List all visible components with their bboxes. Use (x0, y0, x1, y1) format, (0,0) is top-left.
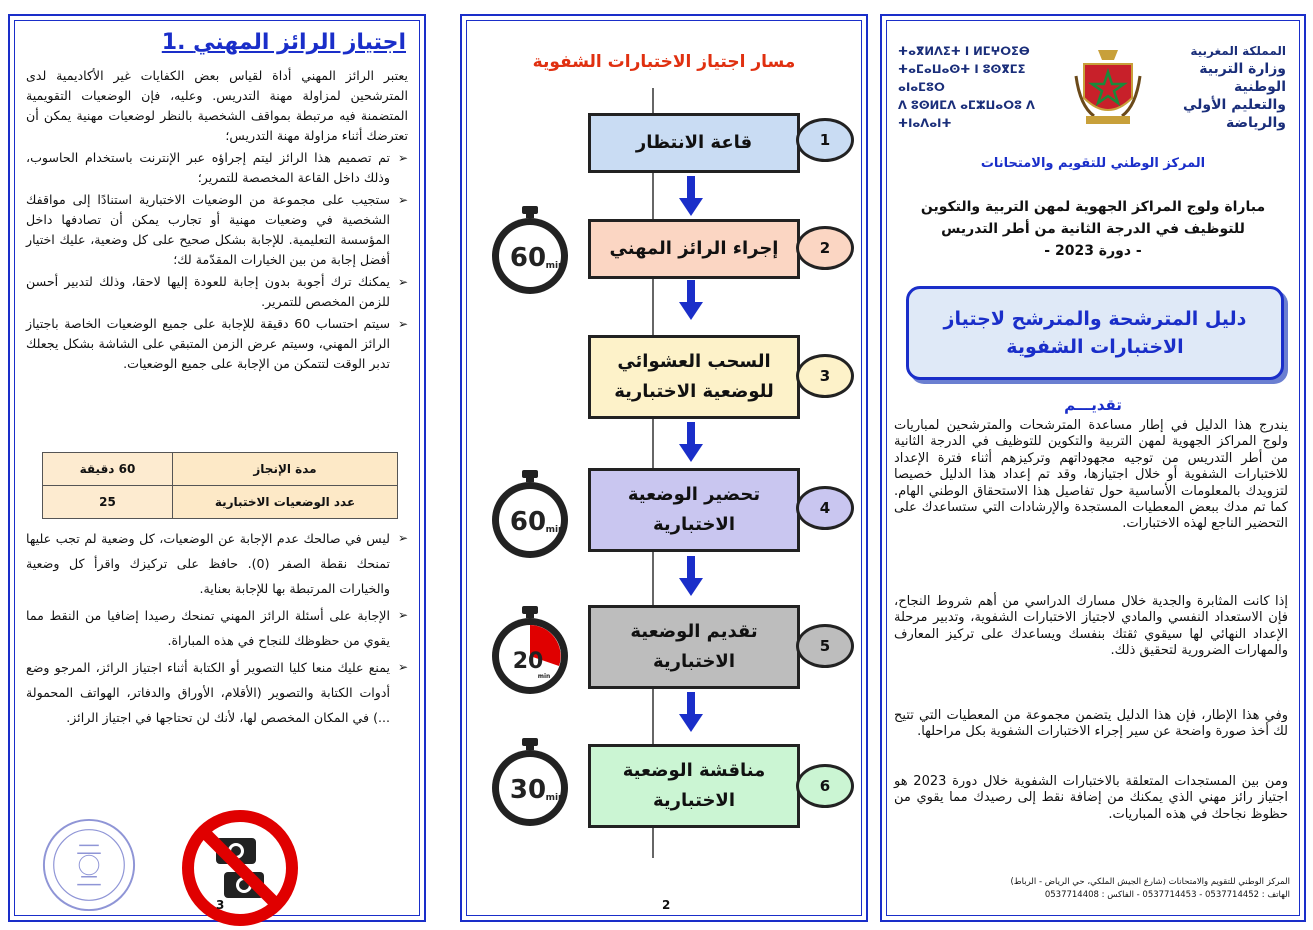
table-label: عدد الوضعيات الاختبارية (173, 486, 398, 519)
stopwatch-20-icon (484, 604, 576, 696)
intro-paragraph: ومن بين المستجدات المتعلقة بالاختبارات الشفوية خلال دورة 2023 هو اجتياز رائز مهني الذي يمكنك من إضافة نقط إلى رصيدك مما يقوي من حظوظ نجاحك في هذه المباريات. (894, 774, 1288, 822)
page-number: 3 (216, 898, 225, 912)
rules-section (26, 526, 408, 732)
intro-text: يعتبر الرائز المهني أداة لقياس بعض الكفايات غير الأكاديمية لدى المترشحين لمزاولة مهنة التدريس. وعليه، فإن الوضعيات التقويمية المتضمنة فيه مرتبطة بمواقف الشخصية بالنظر لوضعيات مهنية يمكن أن تعترضك أثناء مزاولة مهنة التدريس؛ (26, 68, 408, 143)
ministry-line-tifinagh: ⴷ ⵓⵙⵍⵎⴷ ⴰⵎⵣⵡⴰⵔⵓ ⴷ ⵜⵏⴰⴷⴰⵏⵜ (898, 98, 1035, 130)
info-table (42, 452, 398, 519)
footer-address: المركز الوطني للتقويم والامتحانات (شارع الجيش الملكي، حي الرياض - الرباط) (1010, 877, 1290, 887)
svg-text:min: min (545, 525, 565, 535)
table-row (43, 486, 398, 519)
step-box-professional-test (588, 219, 800, 279)
table-label: مدة الإنجاز (173, 453, 398, 486)
intro-paragraph: إذا كانت المثابرة والجدية خلال مسارك الدراسي من أهم شروط النجاح، فإن الاستعداد النفسي والمادي لاجتياز الاختبارات الشفوية، وتدبير مرحلة الإعداد النهائي لها سيقوي ثقتك بنفسك ويساعدك على تركيز المعارف والمهارات الضرورية لتحقيق ذلك. (894, 594, 1288, 659)
flow-title: مسار اجتياز الاختبارات الشفوية (532, 52, 796, 72)
step-number: 4 (796, 486, 854, 530)
step-box-waiting-room (588, 113, 800, 173)
ministry-name-tifinagh (898, 42, 1068, 132)
no-camera-icon (180, 808, 300, 928)
svg-text:60: 60 (509, 507, 547, 537)
page-title: 1. اجتياز الرائز المهني (161, 30, 406, 55)
step-box-presentation (588, 605, 800, 689)
step-box-random-draw (588, 335, 800, 419)
step-label: مناقشة الوضعية الاختبارية (622, 760, 766, 811)
intro-paragraph: وفي هذا الإطار، فإن هذا الدليل يتضمن مجموعة من المعطيات التي تتيح لك أخذ صورة واضحة عن سير إجراء الاختبارات الشفوية بكل مراحلها. (894, 708, 1288, 740)
step-box-preparation (588, 468, 800, 552)
down-arrow-icon (679, 280, 703, 320)
kingdom-name-tifinagh: ⵜⴰⴳⵍⴷⵉⵜ ⵏ ⵍⵎⵖⵔⵉⴱ (898, 44, 1030, 58)
center-seal-stamp (40, 816, 138, 914)
step-label: تحضير الوضعية الاختبارية (627, 484, 761, 535)
bullet-item: ➢ تم تصميم هذا الرائز ليتم إجراؤه عبر الإنترنت باستخدام الحاسوب، وذلك داخل القاعة المخصصة للتمرير؛ (26, 148, 408, 188)
down-arrow-icon (679, 422, 703, 462)
svg-text:min: min (545, 261, 565, 271)
down-arrow-icon (679, 176, 703, 216)
step-number: 5 (796, 624, 854, 668)
competition-line: للتوظيف في الدرجة الثانية من أطر التدريس (941, 221, 1245, 237)
panel-page-3 (8, 14, 426, 922)
svg-text:min: min (537, 673, 551, 680)
step-number: 6 (796, 764, 854, 808)
bullet-item: ➢ ستجيب على مجموعة من الوضعيات الاختبارية استنادًا إلى مواقفك الشخصية في وضعيات مهنية أو تجارب يمكن أن تصادفها داخل المؤسسة التعليمية. للإجابة بشكل صحيح على كل وضعية، عليك اختيار أفضل إجابة من بين الخيارات المقدّمة لك؛ (26, 190, 408, 270)
session-label: - دورة 2023 - (1044, 243, 1142, 259)
center-name: المركز الوطني للتقويم والامتحانات (980, 156, 1206, 171)
svg-text:20: 20 (512, 649, 544, 674)
step-label: السحب العشوائي للوضعية الاختبارية (614, 351, 774, 402)
bullet-item: ➢ ليس في صالحك عدم الإجابة عن الوضعيات، كل وضعية لم تجب عليها تمنحك نقطة الصفر (0). حافظ على تركيزك واقرأ كل وضعية والخيارات المرتبطة بها للإجابة بعناية. (26, 526, 408, 601)
table-value: 60 دقيقة (43, 453, 173, 486)
page-number: 2 (662, 898, 671, 912)
table-row (43, 453, 398, 486)
ministry-name-arabic (1156, 42, 1286, 132)
royal-emblem-logo (1074, 46, 1142, 128)
down-arrow-icon (679, 692, 703, 732)
kingdom-name: المملكة المغربية (1190, 44, 1286, 58)
stopwatch-60-icon (484, 204, 576, 296)
ministry-line: والتعليم الأولي والرياضة (1182, 97, 1286, 131)
ministry-line: وزارة التربية الوطنية (1199, 61, 1286, 95)
panel-page-1-cover (880, 14, 1306, 922)
guide-title-box (906, 286, 1284, 380)
svg-text:60: 60 (509, 243, 547, 273)
bullet-item: ➢ يمكنك ترك أجوبة بدون إجابة للعودة إليها لاحقا، وذلك لتدبير أحسن للزمن المخصص للتمرير. (26, 272, 408, 312)
step-number: 2 (796, 226, 854, 270)
competition-title (892, 196, 1294, 262)
step-number: 3 (796, 354, 854, 398)
intro-paragraph: يندرج هذا الدليل في إطار مساعدة المترشحات والمترشحين لمباريات ولوج المراكز الجهوية لمهن التربية والتكوين للتوظيف في الدرجة الثانية من أطر التدريس من توجيه مجهوداتهم وتركيزهم أثناء فترة الإعداد للاختبارات الشفوية أو خلال اجتيازها، وقد تم إعداد هذا الدليل خصيصا لتزويدك بالمعلومات الأساسية حول تفاصيل هذا الاستحقاق الوطني الهام. كما تم مدك ببعض المعطيات المستجدة والإرشادات التي ستساعدك على التحضير الناجع لهذه الاختبارات. (894, 418, 1288, 532)
bullet-item: ➢ سيتم احتساب 60 دقيقة للإجابة على جميع الوضعيات الخاصة باجتياز الرائز المهني، وسيتم عرض الزمن المتبقي على الشاشة بشكل يجعلك تدبر الوقت لتتمكن من الإجابة على جميع الوضعيات. (26, 314, 408, 374)
guide-title: دليل المترشحة والمترشح لاجتياز الاختبارات الشفوية (943, 308, 1247, 358)
stopwatch-60-icon (484, 468, 576, 560)
step-number: 1 (796, 118, 854, 162)
intro-section (26, 66, 408, 376)
svg-text:min: min (545, 793, 565, 803)
competition-line: مباراة ولوج المراكز الجهوية لمهن التربية والتكوين (920, 199, 1266, 215)
panel-page-2 (460, 14, 868, 922)
footer-phone: الهاتف : 0537714452 - 0537714453 - الفاكس : 0537714408 (1044, 890, 1290, 900)
svg-text:30: 30 (509, 775, 547, 805)
table-value: 25 (43, 486, 173, 519)
bullet-item: ➢ الإجابة على أسئلة الرائز المهني تمنحك رصيدا إضافيا من النقط مما يقوي من حظوظك للنجاح في هذه المباراة. (26, 603, 408, 653)
stopwatch-30-icon (484, 736, 576, 828)
ministry-line-tifinagh: ⵜⴰⵎⴰⵡⴰⵙⵜ ⵏ ⵓⵙⴳⵎⵉ ⴰⵏⴰⵎⵓⵔ (898, 62, 1026, 94)
step-label: إجراء الرائز المهني (609, 238, 779, 259)
down-arrow-icon (679, 556, 703, 596)
bullet-item: ➢ يمنع عليك منعا كليا التصوير أو الكتابة أثناء اجتياز الرائز، المرجو وضع أدوات الكتابة والتصوير (الأقلام، الأوراق والدفاتر، الهواتف المحمولة ...) في المكان المخصص لها، لأنك لن تحتاجها في اجتياز الرائز. (26, 655, 408, 730)
step-box-discussion (588, 744, 800, 828)
intro-heading: تقديـــم (1064, 396, 1122, 414)
step-label: تقديم الوضعية الاختبارية (630, 621, 758, 672)
step-label: قاعة الانتظار (635, 132, 753, 153)
